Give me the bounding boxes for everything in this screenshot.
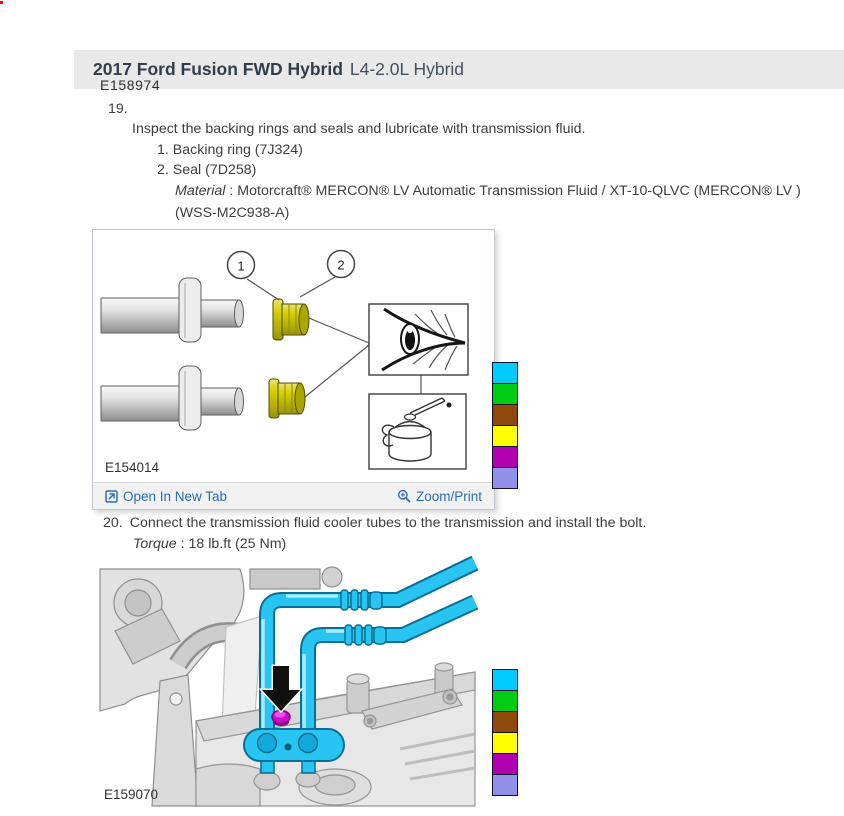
figure-1-id-label: E154014 (105, 460, 160, 475)
color-swatch[interactable] (492, 404, 518, 426)
seal-lower (269, 379, 305, 418)
color-swatch[interactable] (492, 732, 518, 754)
color-swatch[interactable] (492, 690, 518, 712)
shaft-upper (101, 278, 244, 342)
color-swatch-stack-2 (492, 669, 518, 796)
figure-1-toolbar (93, 482, 494, 509)
leader-lines (305, 318, 369, 397)
open-in-new-tab-link[interactable]: Open In New Tab (105, 489, 227, 504)
color-swatch[interactable] (492, 362, 518, 384)
color-swatch[interactable] (492, 753, 518, 775)
figure-1-illustration (93, 230, 494, 482)
figure-1-viewer (92, 229, 495, 510)
figure-2-id-label: E159070 (104, 787, 159, 802)
figure-2-image (100, 569, 475, 806)
clipped-figure-label: E158974 (100, 77, 161, 93)
step-19-item-2: 2. Seal (7D258) (157, 162, 257, 178)
figure-1-image (93, 230, 494, 482)
material-value: : Motorcraft® MERCON® LV Automatic Transmission Fluid / XT-10-QLVC (MERCON® LV ) (WSS-M2C938-A) (175, 183, 801, 221)
step-20-number: 20. (103, 515, 123, 531)
torque-label: Torque (133, 536, 177, 552)
shaft-lower (101, 366, 244, 430)
step-20-text: Connect the transmission fluid cooler tubes to the transmission and install the bolt. (129, 515, 647, 531)
figure-2-illustration (100, 569, 475, 806)
color-swatch[interactable] (492, 669, 518, 691)
color-swatch[interactable] (492, 711, 518, 733)
page-title: 2017 Ford Fusion FWD Hybrid (93, 59, 343, 79)
material-label: Material (175, 183, 226, 199)
color-swatch[interactable] (492, 467, 518, 489)
color-swatch[interactable] (492, 774, 518, 796)
svg-text:2: 2 (337, 257, 345, 273)
oil-can-icon (369, 394, 466, 469)
inspect-eye-icon (369, 304, 468, 375)
open-in-new-tab-icon (105, 490, 118, 503)
torque-line (133, 534, 286, 554)
color-swatch[interactable] (492, 425, 518, 447)
magnifier-plus-icon (397, 489, 411, 503)
material-line (175, 180, 837, 224)
step-19-number: 19. (108, 101, 128, 117)
svg-text:1: 1 (237, 258, 245, 274)
step-19-text: Inspect the backing rings and seals and lubricate with transmission fluid. (132, 121, 586, 137)
color-swatch-stack-1 (492, 362, 518, 489)
zoom-print-link[interactable]: Zoom/Print (397, 489, 482, 504)
red-artifact-dot (0, 1, 3, 4)
callout-1 (228, 252, 280, 301)
backing-ring-upper (273, 299, 309, 340)
torque-value: : 18 lb.ft (25 Nm) (176, 536, 287, 552)
page-title-engine-suffix: L4-2.0L Hybrid (349, 59, 465, 79)
step-19-item-1: 1. Backing ring (7J324) (157, 142, 303, 158)
step-20-line (103, 513, 646, 533)
callout-2 (300, 251, 355, 298)
color-swatch[interactable] (492, 446, 518, 468)
color-swatch[interactable] (492, 383, 518, 405)
